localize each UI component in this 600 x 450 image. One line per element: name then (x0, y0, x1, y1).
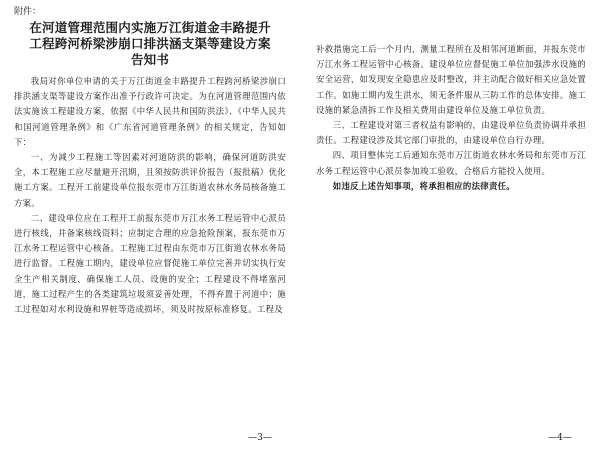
title-line: 告知书 (130, 52, 170, 67)
page-number: —4— (548, 433, 572, 443)
page-number: —3— (248, 433, 272, 443)
closing-statement: 如违反上述告知事项，将承担相应的法律责任。 (332, 180, 515, 191)
body-paragraph: 四、项目整体完工后通知东莞市万江街道农林水务局和东莞市万江水务工程运管中心派员参加竣工验收，合格后方能投入使用。 (316, 150, 586, 176)
body-paragraph: 我局对你单位申请的关于万江街道金丰路提升工程跨河桥梁涉崩口排洪涵支渠等建设方案作出准予行政许可决定。为在河道管理范围内依法实施该工程建设方案，依据《中华人民共和国防洪法》、《中华人民共和国河道管理条例》和《广东省河道管理条例》的相关规定，告知如下： (14, 76, 286, 147)
body-paragraph: 一、为减少工程施工等因素对河道防洪的影响，确保河道防洪安全，本工程施工应尽量避开汛期，且须按防洪评价报告（报批稿）优化施工方案。工程开工前建设单位报东莞市万江街道农林水务局核备施工方案。 (14, 152, 286, 208)
title-line: 工程跨河桥梁涉崩口排洪涵支渠等建设方案 (29, 36, 271, 51)
title-line: 在河道管理范围内实施万江街道金丰路提升 (29, 20, 271, 35)
document-page-right (300, 0, 600, 450)
body-paragraph: 三、工程建设对第三者权益有影响的，由建设单位负责协调并承担责任。工程建设涉及其它部门审批的，由建设单位自行办理。 (316, 120, 586, 146)
body-paragraph: 补救措施完工后一个月内，测量工程所在及相邻河道断面，并报东莞市万江水务工程运管中心核备。建设单位应督促施工单位加强涉水设施的安全运营，如发现安全隐患应及时整改，并主动配合做好相关应急处置工作。如施工期内发生洪水，须无条件服从三防工作的总体安排。施工设施的紧急清拆工作及相关费用由建设单位及施工单位负责。 (316, 44, 586, 115)
annex-label: 附件： (14, 7, 42, 17)
document-title (14, 20, 286, 68)
body-paragraph: 二、建设单位应在工程开工前报东莞市万江水务工程运管中心派员进行核线，并备案核线资料；应制定合理的应急抢险预案，报东莞市万江水务工程运管中心核备。工程施工过程由东莞市万江街道农林水务局进行监督。工程施工期内，建设单位应督促施工单位完善并切实执行安全生产相关制度，确保施工人员、设施的安全；工程建设不得堵塞河道，施工过程产生的各类建筑垃圾须妥善处理，不得弃置于河道中；施工过程如对水利设施和界桩等造成损坏，须及时按原标准修复。工程及 (14, 212, 286, 315)
